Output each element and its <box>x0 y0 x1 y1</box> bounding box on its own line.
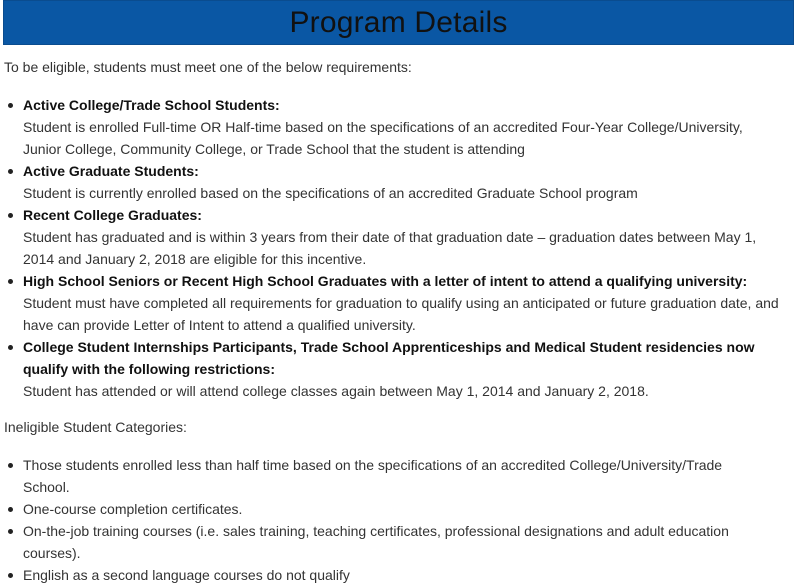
list-item <box>23 94 783 160</box>
requirement-title: Active Graduate Students: <box>23 163 199 179</box>
requirement-description: Student is currently enrolled based on the specifications of an accredited Graduate School program <box>23 185 638 201</box>
requirement-description: Student has attended or will attend college classes again between May 1, 2014 and January 2, 2018. <box>23 383 649 399</box>
requirement-description: Student is enrolled Full-time OR Half-time based on the specifications of an accredited Four-Year College/University, Junior College, Community College, or Trade School that the student is attending <box>23 119 743 157</box>
list-item: On-the-job training courses (i.e. sales training, teaching certificates, professional designations and adult education courses). <box>23 520 763 564</box>
list-item: English as a second language courses do not qualify <box>23 564 763 586</box>
list-item <box>23 204 783 270</box>
list-item <box>23 336 783 402</box>
requirement-description: Student must have completed all requirements for graduation to qualify using an anticipated or future graduation date, and have can provide Letter of Intent to attend a qualified university. <box>23 295 779 333</box>
program-details-header <box>3 0 794 45</box>
requirements-list <box>0 94 797 402</box>
list-item: One-course completion certificates. <box>23 498 763 520</box>
eligibility-intro: To be eligible, students must meet one of the below requirements: <box>4 59 412 75</box>
requirement-title: High School Seniors or Recent High School Graduates with a letter of intent to attend a qualifying university: <box>23 273 748 289</box>
page-title: Program Details <box>289 6 508 39</box>
list-item: Those students enrolled less than half time based on the specifications of an accredited College/University/Trade School. <box>23 454 763 498</box>
list-item <box>23 160 783 204</box>
requirement-title: Active College/Trade School Students: <box>23 97 280 113</box>
requirement-description: Student has graduated and is within 3 years from their date of that graduation date – graduation dates between May 1, 2014 and January 2, 2018 are eligible for this incentive. <box>23 229 757 267</box>
ineligible-heading: Ineligible Student Categories: <box>4 419 187 435</box>
requirement-title: Recent College Graduates: <box>23 207 202 223</box>
requirement-title: College Student Internships Participants, Trade School Apprenticeships and Medical Student residencies now qualify with the following restrictions: <box>23 339 755 377</box>
list-item <box>23 270 783 336</box>
ineligible-list <box>0 454 797 586</box>
